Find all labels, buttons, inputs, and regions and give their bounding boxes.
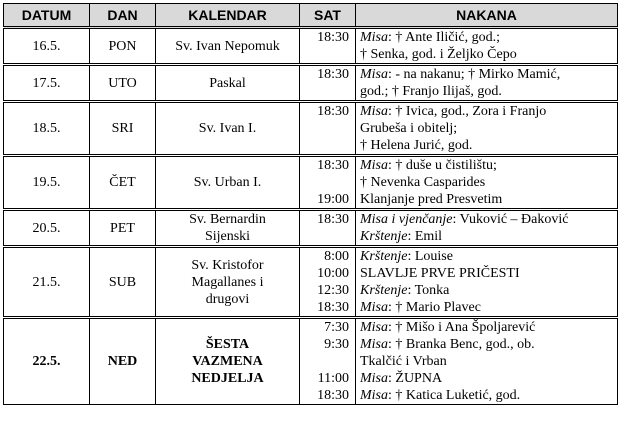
- intention-line: [360, 120, 617, 137]
- time-line: 9:30: [324, 337, 349, 352]
- time-line: 18:30: [317, 158, 349, 173]
- time-line: 18:30: [317, 30, 349, 45]
- time-line: 18:30: [317, 67, 349, 82]
- intention-text: : † Branka Benc, god., ob.: [388, 337, 535, 352]
- date-cell: 21.5.: [4, 247, 90, 318]
- time-cell: [300, 65, 356, 102]
- day-cell: SRI: [90, 102, 156, 156]
- header-row: [4, 4, 618, 28]
- date-cell: 20.5.: [4, 210, 90, 247]
- schedule-table: [3, 3, 618, 405]
- time-line: 18:30: [317, 104, 349, 119]
- calendar-line: drugovi: [205, 291, 250, 307]
- time-line: 11:00: [317, 371, 349, 386]
- intention-text: : ŽUPNA: [388, 371, 443, 386]
- table-row: [4, 156, 618, 210]
- date-cell: 17.5.: [4, 65, 90, 102]
- intention-text: god.; † Franjo Ilijaš, god.: [360, 84, 502, 99]
- header-sat: SAT: [300, 4, 356, 28]
- intention-line: [360, 211, 617, 228]
- intention-label: Misa: [360, 337, 388, 352]
- intention-text: † Senka, god. i Željko Čepo: [360, 47, 517, 62]
- day-cell: PET: [90, 210, 156, 247]
- time-line: 12:30: [317, 283, 349, 298]
- day-cell: ČET: [90, 156, 156, 210]
- intention-label: Misa: [360, 371, 388, 386]
- intention-text: Klanjanje pred Presvetim: [360, 192, 503, 207]
- time-line: [300, 228, 349, 245]
- intention-line: [360, 157, 617, 174]
- calendar-line: Magallanes i: [191, 274, 264, 290]
- intention-label: Misa: [360, 30, 388, 45]
- date-cell: 18.5.: [4, 102, 90, 156]
- calendar-line: Paskal: [209, 75, 246, 91]
- header-dan: DAN: [90, 4, 156, 28]
- intention-cell: [356, 28, 618, 65]
- intention-line: [360, 282, 617, 299]
- table-row: [4, 102, 618, 156]
- intention-label: Misa: [360, 67, 388, 82]
- calendar-cell: [156, 247, 300, 318]
- calendar-line: ŠESTA: [205, 337, 250, 352]
- time-line: 7:30: [324, 320, 349, 335]
- intention-line: [360, 353, 617, 370]
- calendar-line: Sv. Kristofor: [191, 257, 264, 273]
- calendar-line: Sv. Ivan I.: [198, 121, 257, 136]
- intention-label: Misa: [360, 158, 388, 173]
- intention-label: Krštenje: [360, 249, 408, 264]
- intention-line: [360, 387, 617, 404]
- intention-label: Krštenje: [360, 283, 408, 298]
- intention-label: Misa: [360, 104, 388, 119]
- intention-cell: [356, 102, 618, 156]
- calendar-line: Sv. Bernardin: [189, 212, 266, 227]
- header-datum: DATUM: [4, 4, 90, 28]
- time-line: 8:00: [324, 249, 349, 264]
- intention-line: [360, 191, 617, 208]
- intention-cell: [356, 210, 618, 247]
- intention-text: : † Katica Luketić, god.: [388, 388, 521, 403]
- intention-cell: [356, 156, 618, 210]
- table-row: [4, 210, 618, 247]
- intention-text: : † Mišo i Ana Špoljarević: [388, 320, 536, 335]
- intention-line: [360, 66, 617, 83]
- calendar-line: Sv. Ivan Nepomuk: [175, 38, 280, 54]
- intention-cell: [356, 318, 618, 405]
- intention-cell: [356, 65, 618, 102]
- time-cell: [300, 28, 356, 65]
- intention-text: SLAVLJE PRVE PRIČESTI: [360, 266, 520, 281]
- time-cell: [300, 156, 356, 210]
- calendar-cell: [156, 210, 300, 247]
- time-line: 19:00: [317, 192, 349, 207]
- intention-cell: [356, 247, 618, 318]
- intention-line: [360, 299, 617, 316]
- calendar-cell: [156, 318, 300, 405]
- intention-text: : † duše u čistilištu;: [388, 158, 497, 173]
- intention-text: Grubeša i obitelj;: [360, 121, 458, 136]
- intention-text: † Helena Jurić, god.: [360, 138, 473, 153]
- intention-label: Misa: [360, 300, 388, 315]
- intention-text: † Nevenka Casparides: [360, 175, 486, 190]
- intention-line: [360, 265, 617, 282]
- time-cell: [300, 318, 356, 405]
- intention-line: [360, 248, 617, 265]
- date-cell: 22.5.: [4, 318, 90, 405]
- day-cell: SUB: [90, 247, 156, 318]
- table-row: [4, 318, 618, 405]
- header-kalendar: KALENDAR: [156, 4, 300, 28]
- intention-label: Krštenje: [360, 229, 408, 244]
- time-line: 10:00: [317, 266, 349, 281]
- calendar-cell: [156, 65, 300, 102]
- time-line: 18:30: [317, 388, 349, 403]
- day-cell: UTO: [90, 65, 156, 102]
- intention-text: : Vuković – Đaković: [452, 212, 569, 227]
- intention-label: Misa: [360, 320, 388, 335]
- time-line: [300, 120, 349, 137]
- day-cell: PON: [90, 28, 156, 65]
- calendar-cell: [156, 28, 300, 65]
- intention-line: [360, 29, 617, 46]
- header-nakana: NAKANA: [356, 4, 618, 28]
- time-line: 18:30: [317, 212, 349, 227]
- day-cell: NED: [90, 318, 156, 405]
- intention-line: [360, 137, 617, 154]
- calendar-line: Sijenski: [204, 229, 251, 244]
- intention-label: Misa i vjenčanje: [360, 212, 453, 227]
- time-line: 18:30: [317, 300, 349, 315]
- intention-text: : - na nakanu; † Mirko Mamić,: [388, 67, 561, 82]
- calendar-line: Sv. Urban I.: [193, 175, 262, 190]
- intention-line: [360, 319, 617, 336]
- time-line: [300, 137, 349, 154]
- intention-line: [360, 228, 617, 245]
- calendar-cell: [156, 156, 300, 210]
- calendar-line: NEDJELJA: [191, 371, 264, 386]
- time-line: [300, 46, 349, 63]
- intention-label: Misa: [360, 388, 388, 403]
- calendar-line: VAZMENA: [192, 354, 263, 369]
- intention-text: : † Ante Iličić, god.;: [388, 30, 500, 45]
- intention-line: [360, 83, 617, 100]
- time-cell: [300, 102, 356, 156]
- table-row: [4, 28, 618, 65]
- intention-text: : Tonka: [407, 283, 450, 298]
- time-line: [300, 353, 349, 370]
- calendar-cell: [156, 102, 300, 156]
- intention-text: : Louise: [407, 249, 453, 264]
- intention-line: [360, 370, 617, 387]
- intention-line: [360, 336, 617, 353]
- date-cell: 19.5.: [4, 156, 90, 210]
- intention-line: [360, 103, 617, 120]
- intention-text: : † Ivica, god., Zora i Franjo: [388, 104, 547, 119]
- intention-line: [360, 46, 617, 63]
- time-cell: [300, 247, 356, 318]
- time-cell: [300, 210, 356, 247]
- intention-text: : Emil: [407, 229, 443, 244]
- intention-line: [360, 174, 617, 191]
- table-row: [4, 247, 618, 318]
- intention-text: Tkalčić i Vrban: [360, 354, 447, 369]
- table-row: [4, 65, 618, 102]
- time-line: [300, 83, 349, 100]
- schedule-body: [4, 28, 618, 405]
- date-cell: 16.5.: [4, 28, 90, 65]
- time-line: [300, 174, 349, 191]
- intention-text: : † Mario Plavec: [388, 300, 481, 315]
